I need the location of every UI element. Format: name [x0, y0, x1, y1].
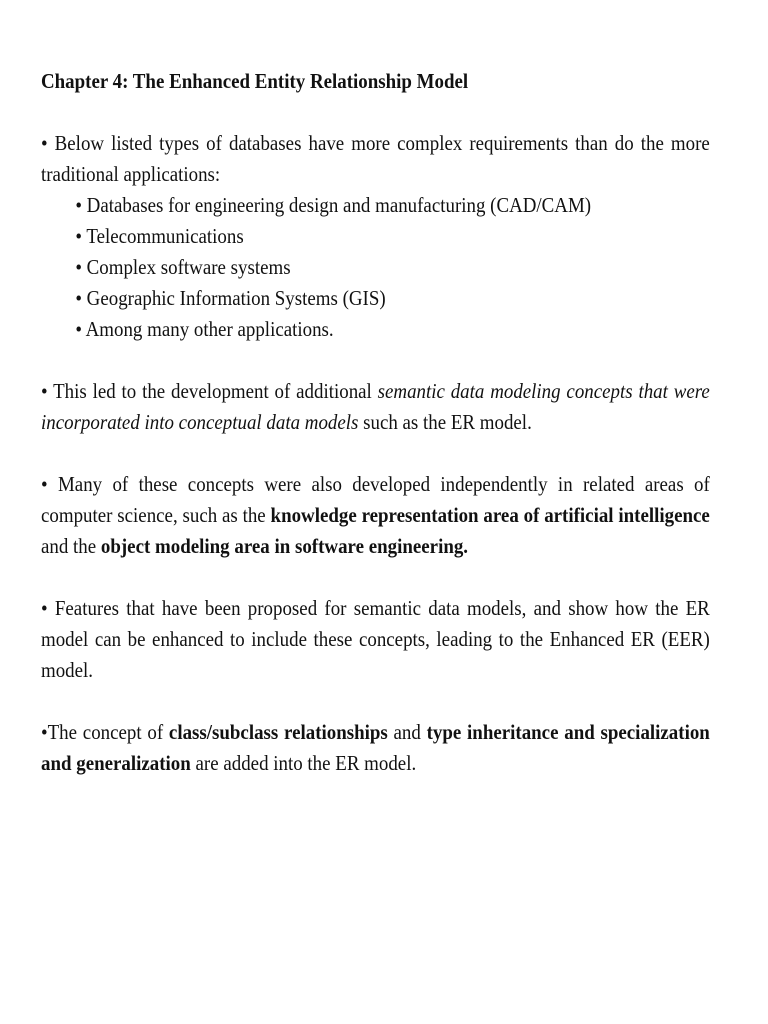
text-span: • Many of these concepts were also developed independently in related areas of computer science, such as the: [41, 472, 710, 527]
list-item: • Geographic Information Systems (GIS): [75, 286, 386, 310]
text-span: are added into the ER model.: [190, 751, 417, 775]
paragraph-features: • Features that have been proposed for semantic data models, and show how the ER model can be enhanced to include these concepts, leading to the Enhanced ER (EER) model.: [41, 596, 710, 682]
paragraph-semantic-concepts: [41, 376, 710, 438]
list-item: • Telecommunications: [75, 224, 244, 248]
bold-text: knowledge representation area of artificial intelligence: [270, 503, 710, 527]
bold-text: object modeling area in software engineering.: [100, 534, 469, 558]
text-span: •The concept of: [41, 720, 169, 744]
text-span: such as the ER model.: [358, 410, 532, 434]
italic-text: semantic data modeling concepts that were incorporated into conceptual data models: [41, 379, 710, 434]
database-types-list: [41, 190, 710, 345]
paragraph-independent-development: [41, 469, 710, 562]
bold-text: type inheritance and specialization and generalization: [41, 720, 710, 775]
paragraph-class-subclass: [41, 717, 710, 779]
list-item: • Among many other applications.: [75, 317, 334, 341]
list-item: • Complex software systems: [75, 255, 291, 279]
text-span: and the: [41, 534, 101, 558]
document-page: [41, 66, 710, 810]
list-item: • Databases for engineering design and manufacturing (CAD/CAM): [75, 193, 592, 217]
text-span: • This led to the development of additional: [41, 379, 378, 403]
paragraph-database-types: • Below listed types of databases have more complex requirements than do the more traditional applications:: [41, 131, 710, 186]
text-span: and: [387, 720, 427, 744]
bold-text: class/subclass relationships: [168, 720, 388, 744]
chapter-title: Chapter 4: The Enhanced Entity Relationship Model: [41, 69, 469, 93]
